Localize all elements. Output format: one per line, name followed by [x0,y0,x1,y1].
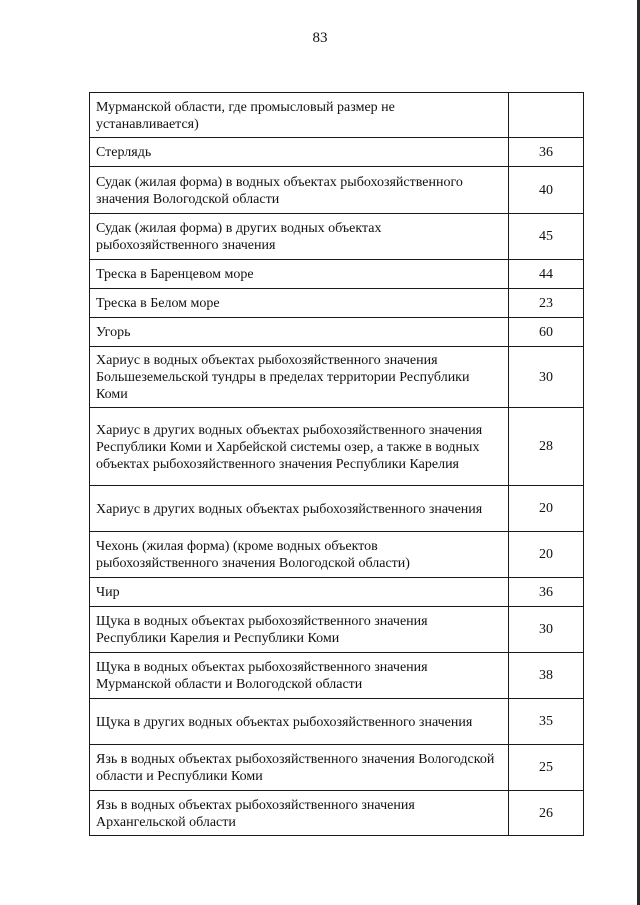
table-row [90,93,584,138]
table-row [90,214,584,260]
species-cell: Щука в водных объектах рыбохозяйственного значения Республики Карелия и Республики Коми [90,607,509,653]
species-cell: Треска в Баренцевом море [90,260,509,289]
size-value-cell: 45 [509,214,584,260]
species-cell: Хариус в водных объектах рыбохозяйственного значения Большеземельской тундры в пределах территории Республики Коми [90,347,509,408]
table-row [90,578,584,607]
species-cell: Язь в водных объектах рыбохозяйственного значения Вологодской области и Республики Коми [90,745,509,791]
table-row [90,791,584,836]
size-value-cell: 20 [509,532,584,578]
species-cell: Угорь [90,318,509,347]
table-row [90,167,584,214]
table-row [90,532,584,578]
species-cell: Язь в водных объектах рыбохозяйственного значения Архангельской области [90,791,509,836]
size-value-cell: 20 [509,486,584,532]
species-cell: Мурманской области, где промысловый размер не устанавливается) [90,93,509,138]
size-value-cell: 44 [509,260,584,289]
size-value-cell: 36 [509,578,584,607]
table-row [90,260,584,289]
species-cell: Щука в водных объектах рыбохозяйственного значения Мурманской области и Вологодской области [90,653,509,699]
species-cell: Чехонь (жилая форма) (кроме водных объектов рыбохозяйственного значения Вологодской области) [90,532,509,578]
species-cell: Хариус в других водных объектах рыбохозяйственного значения Республики Коми и Харбейской системы озер, а также в водных объектах рыбохозяйственного значения Республики Карелия [90,408,509,486]
size-value-cell: 35 [509,699,584,745]
size-value-cell: 30 [509,347,584,408]
size-value-cell: 40 [509,167,584,214]
species-cell: Треска в Белом море [90,289,509,318]
table-body [90,93,584,836]
species-cell: Чир [90,578,509,607]
species-cell: Стерлядь [90,138,509,167]
size-value-cell: 25 [509,745,584,791]
size-value-cell: 60 [509,318,584,347]
size-value-cell: 36 [509,138,584,167]
table-row [90,607,584,653]
species-cell: Хариус в других водных объектах рыбохозяйственного значения [90,486,509,532]
size-value-cell: 23 [509,289,584,318]
table-row [90,699,584,745]
table-row [90,745,584,791]
size-value-cell: 28 [509,408,584,486]
fish-size-table [89,92,584,836]
table-row [90,289,584,318]
size-value-cell: 26 [509,791,584,836]
table-row [90,138,584,167]
table-row [90,347,584,408]
size-value-cell: 30 [509,607,584,653]
table-row [90,318,584,347]
table-row [90,408,584,486]
table-row [90,653,584,699]
page-number: 83 [312,30,328,46]
size-value-cell: 38 [509,653,584,699]
species-cell: Судак (жилая форма) в водных объектах рыбохозяйственного значения Вологодской области [90,167,509,214]
size-value-cell [509,93,584,138]
species-cell: Щука в других водных объектах рыбохозяйственного значения [90,699,509,745]
table-row [90,486,584,532]
species-cell: Судак (жилая форма) в других водных объектах рыбохозяйственного значения [90,214,509,260]
